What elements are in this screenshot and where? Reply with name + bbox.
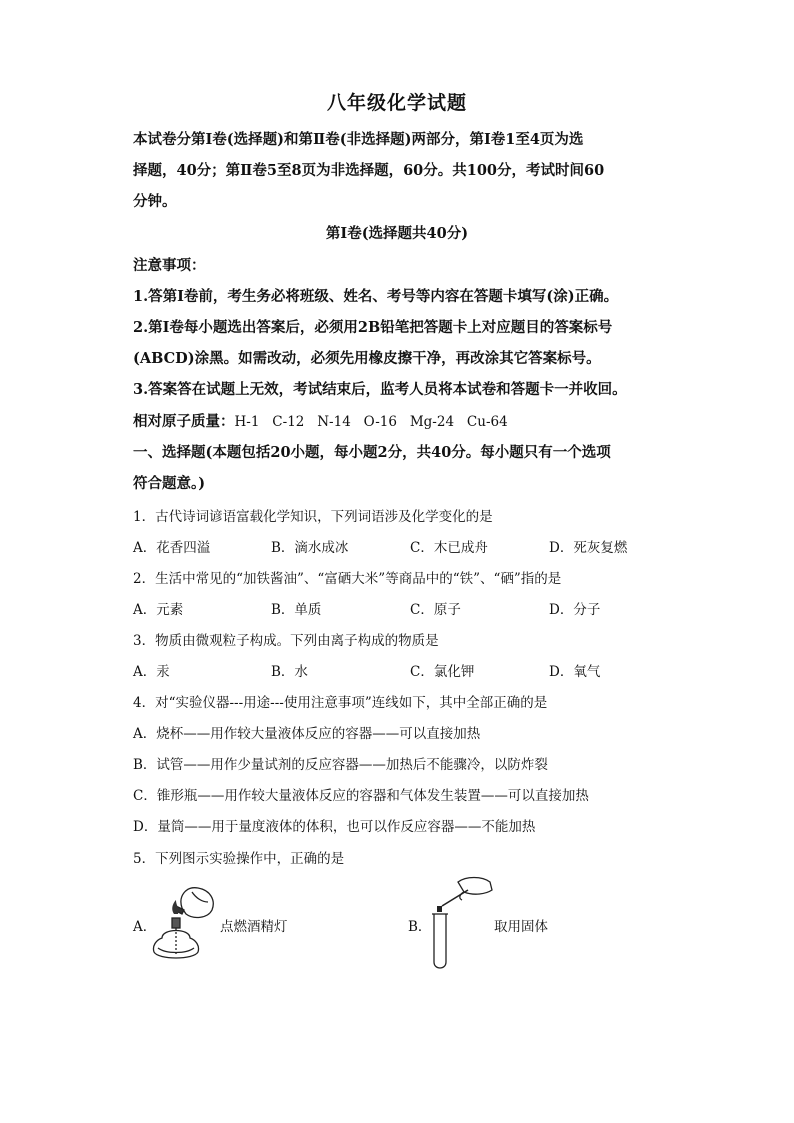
q1-option-b: B．滴水成冰 bbox=[271, 540, 349, 556]
notes-heading: 注意事项： bbox=[133, 257, 206, 274]
q1-option-d: D．死灰复燃 bbox=[549, 540, 628, 556]
q2-option-b: B．单质 bbox=[271, 602, 322, 618]
q5-option-a-caption: 点燃酒精灯 bbox=[220, 919, 288, 935]
intro-line-3: 分钟。 bbox=[133, 193, 177, 210]
q5-option-b-letter: B． bbox=[408, 919, 432, 935]
q3-option-d: D．氧气 bbox=[549, 664, 601, 680]
intro-line-2: 择题，40分；第Ⅱ卷5至8页为非选择题，60分。共100分，考试时间60 bbox=[133, 162, 605, 179]
test-tube-figure bbox=[428, 874, 496, 972]
q4-option-b: B．试管——用作少量试剂的反应容器——加热后不能骤冷，以防炸裂 bbox=[133, 757, 548, 773]
q3-stem: 3．物质由微观粒子构成。下列由离子构成的物质是 bbox=[133, 633, 439, 649]
q5-option-a-letter: A． bbox=[133, 919, 157, 935]
q4-option-d: D．量筒——用于量度液体的体积，也可以作反应容器——不能加热 bbox=[133, 819, 536, 835]
intro-line-1: 本试卷分第Ⅰ卷(选择题)和第Ⅱ卷(非选择题)两部分，第Ⅰ卷1至4页为选 bbox=[133, 131, 584, 148]
q4-option-c: C．锥形瓶——用作较大量液体反应的容器和气体发生装置——可以直接加热 bbox=[133, 788, 589, 804]
q2-option-c: C．原子 bbox=[410, 602, 461, 618]
page-title: 八年级化学试题 bbox=[326, 92, 467, 114]
q3-option-c: C．氯化钾 bbox=[410, 664, 475, 680]
note-2-cont: (ABCD)涂黑。如需改动，必须先用橡皮擦干净，再改涂其它答案标号。 bbox=[133, 350, 601, 367]
q1-option-c: C．木已成舟 bbox=[410, 540, 488, 556]
q1-option-a: A．花香四溢 bbox=[133, 540, 211, 556]
note-2: 2.第Ⅰ卷每小题选出答案后，必须用2B铅笔把答题卡上对应题目的答案标号 bbox=[133, 319, 613, 336]
section-title: 第Ⅰ卷(选择题共40分) bbox=[325, 225, 469, 242]
q2-option-d: D．分子 bbox=[549, 602, 601, 618]
q5-option-b-caption: 取用固体 bbox=[494, 919, 548, 935]
q4-option-a: A．烧杯——用作较大量液体反应的容器——可以直接加热 bbox=[133, 726, 481, 742]
q1-stem: 1．古代诗词谚语富载化学知识，下列词语涉及化学变化的是 bbox=[133, 509, 493, 525]
part1-heading-2: 符合题意。) bbox=[133, 475, 206, 492]
atomic-mass-row bbox=[133, 410, 508, 431]
q3-option-a: A．汞 bbox=[133, 664, 170, 680]
q3-option-b: B．水 bbox=[271, 664, 308, 680]
q4-stem: 4．对“实验仪器---用途---使用注意事项”连线如下，其中全部正确的是 bbox=[133, 695, 548, 711]
q2-stem: 2．生活中常见的“加铁酱油”、“富硒大米”等商品中的“铁”、“硒”指的是 bbox=[133, 571, 562, 587]
part1-heading-1: 一、选择题(本题包括20小题，每小题2分，共40分。每小题只有一个选项 bbox=[133, 444, 611, 461]
atomic-mass-values: H-1 C-12 N-14 O-16 Mg-24 Cu-64 bbox=[234, 414, 508, 430]
q2-option-a: A．元素 bbox=[133, 602, 184, 618]
alcohol-lamp-figure bbox=[152, 880, 222, 964]
note-3: 3.答案答在试题上无效，考试结束后，监考人员将本试卷和答题卡一并收回。 bbox=[133, 381, 627, 398]
note-1: 1.答第Ⅰ卷前，考生务必将班级、姓名、考号等内容在答题卡填写(涂)正确。 bbox=[133, 288, 619, 305]
q5-stem: 5．下列图示实验操作中，正确的是 bbox=[133, 851, 345, 867]
atomic-mass-label: 相对原子质量： bbox=[133, 413, 235, 430]
